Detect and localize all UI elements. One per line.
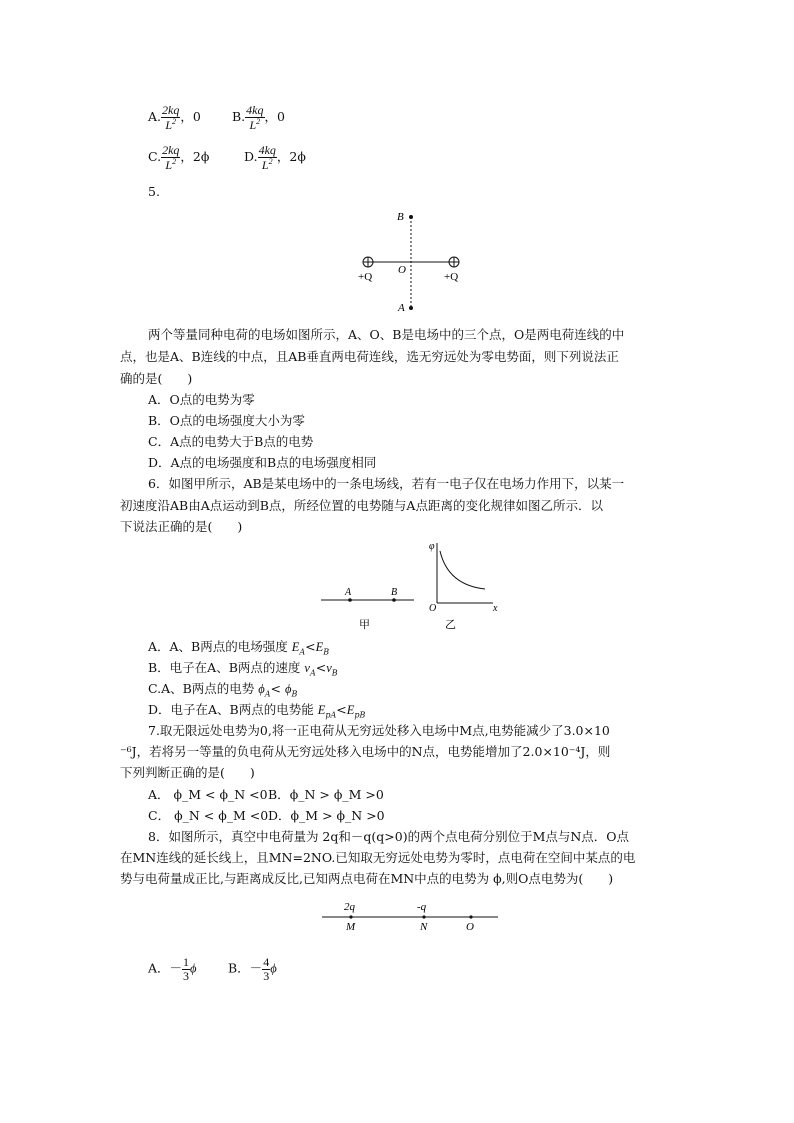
q5-stem-line1: 两个等量同种电荷的电场如图所示，A、O、B是电场中的三个点，O是两电荷连线的中 [148, 327, 625, 342]
q6-option-c: C.A、B两点的电势 $\phi_A< \phi_B$ [148, 681, 298, 699]
label-b: B [391, 587, 398, 598]
point-n [422, 915, 425, 918]
point-b [392, 598, 396, 602]
q6-stem-line3: 下说法正确的是( ) [120, 519, 243, 534]
q8-stem-line3: 势与电荷量成正比,与距离成反比,已知两点电荷在MN中点的电势为 ϕ,则O点电势为( ) [120, 871, 614, 886]
label-m: M [346, 921, 356, 933]
q5-option-b: B．O点的电场强度大小为零 [148, 413, 305, 428]
label-a: A [345, 587, 352, 598]
q6-option-a: A．A、B两点的电场强度 $E_A<E_B$ [148, 639, 330, 657]
label-o: O [466, 921, 474, 933]
point-a [348, 598, 352, 602]
q5-option-c: C．A点的电势大于B点的电势 [148, 434, 314, 449]
q8-option-a: A．－ $\frac{1}{3}$ ϕ [148, 955, 197, 983]
q6-figure [315, 537, 505, 632]
q8-stem-line1: 8．如图所示，真空中电荷量为 2q和－q(q>0)的两个点电荷分别位于M点与N点．O点 [148, 829, 630, 844]
q4-option-a: A. $\frac{2kq}{L^2}$ ，0 [148, 103, 201, 132]
label-b: B [397, 211, 404, 223]
q7-option-b: B．ϕ_N > ϕ_M >0 [268, 787, 384, 802]
label-a: A [398, 302, 405, 314]
q7-option-d: D．ϕ_M > ϕ_N >0 [268, 808, 385, 823]
caption-jia: 甲 [359, 619, 370, 631]
charge-n-label: -q [417, 901, 427, 913]
charge-m-label: 2q [344, 901, 355, 913]
q7-option-c: C． ϕ_N < ϕ_M <0 [148, 808, 269, 823]
q5-option-a: A．O点的电势为零 [148, 392, 255, 407]
q7-stem-line2: ⁻⁶J，若将另一等量的负电荷从无穷远处移入电场中的N点，电势能增加了2.0×10⁻⁴J，则 [120, 744, 611, 759]
q7-stem-line3: 下列判断正确的是( ) [120, 765, 255, 780]
caption-yi: 乙 [445, 619, 456, 631]
q5-number: 5. [148, 184, 160, 199]
q6-stem-line2: 初速度沿AB由A点运动到B点，所经位置的电势随与A点距离的变化规律如图乙所示．以 [120, 498, 603, 513]
q8-stem-line2: 在MN连线的延长线上，且MN=2NO.已知取无穷远处电势为零时，点电荷在空间中某点的电 [120, 850, 636, 865]
label-left-charge: +Q [358, 271, 373, 283]
q8-option-b: B．－ $\frac{4}{3}$ ϕ [228, 955, 277, 983]
q5-stem-line2: 点，也是A、B连线的中点，且AB垂直两电荷连线，选无穷远处为零电势面，则下列说法正 [120, 349, 619, 364]
q6-stem-line1: 6．如图甲所示，AB是某电场中的一条电场线，若有一电子仅在电场力作用下，以某一 [148, 476, 625, 491]
q4-option-b: B. $\frac{4kq}{L^2}$ ，0 [232, 103, 285, 132]
q6-option-d: D．电子在A、B两点的电势能 $E_{pA}<E_{pB}$ [148, 702, 366, 720]
point-b [409, 215, 413, 219]
axis-x-label: x [493, 603, 498, 614]
origin-label: O [429, 603, 437, 614]
point-m [349, 915, 352, 918]
label-n: N [420, 921, 428, 933]
q7-option-a: A． ϕ_M < ϕ_N <0 [148, 787, 268, 802]
q8-figure [318, 897, 503, 937]
point-a [409, 306, 413, 310]
q4-option-d: D. $\frac{4kq}{L^2}$ ，2ϕ [244, 143, 306, 172]
potential-curve [440, 551, 485, 589]
q4-option-c: C. $\frac{2kq}{L^2}$ ，2ϕ [148, 143, 210, 172]
q5-figure [355, 205, 475, 315]
label-right-charge: +Q [444, 271, 459, 283]
q7-stem-line1: 7.取无限远处电势为0,将一正电荷从无穷远处移入电场中M点,电势能减少了3.0×10 [148, 723, 610, 738]
label-o: O [398, 264, 406, 276]
q5-stem-line3: 确的是( ) [120, 371, 193, 386]
q6-option-b: B．电子在A、B两点的速度 $v_A<v_B$ [148, 660, 338, 678]
point-o [469, 915, 472, 918]
q5-option-d: D．A点的电场强度和B点的电场强度相同 [148, 455, 377, 470]
axis-phi-label: φ [429, 541, 435, 552]
